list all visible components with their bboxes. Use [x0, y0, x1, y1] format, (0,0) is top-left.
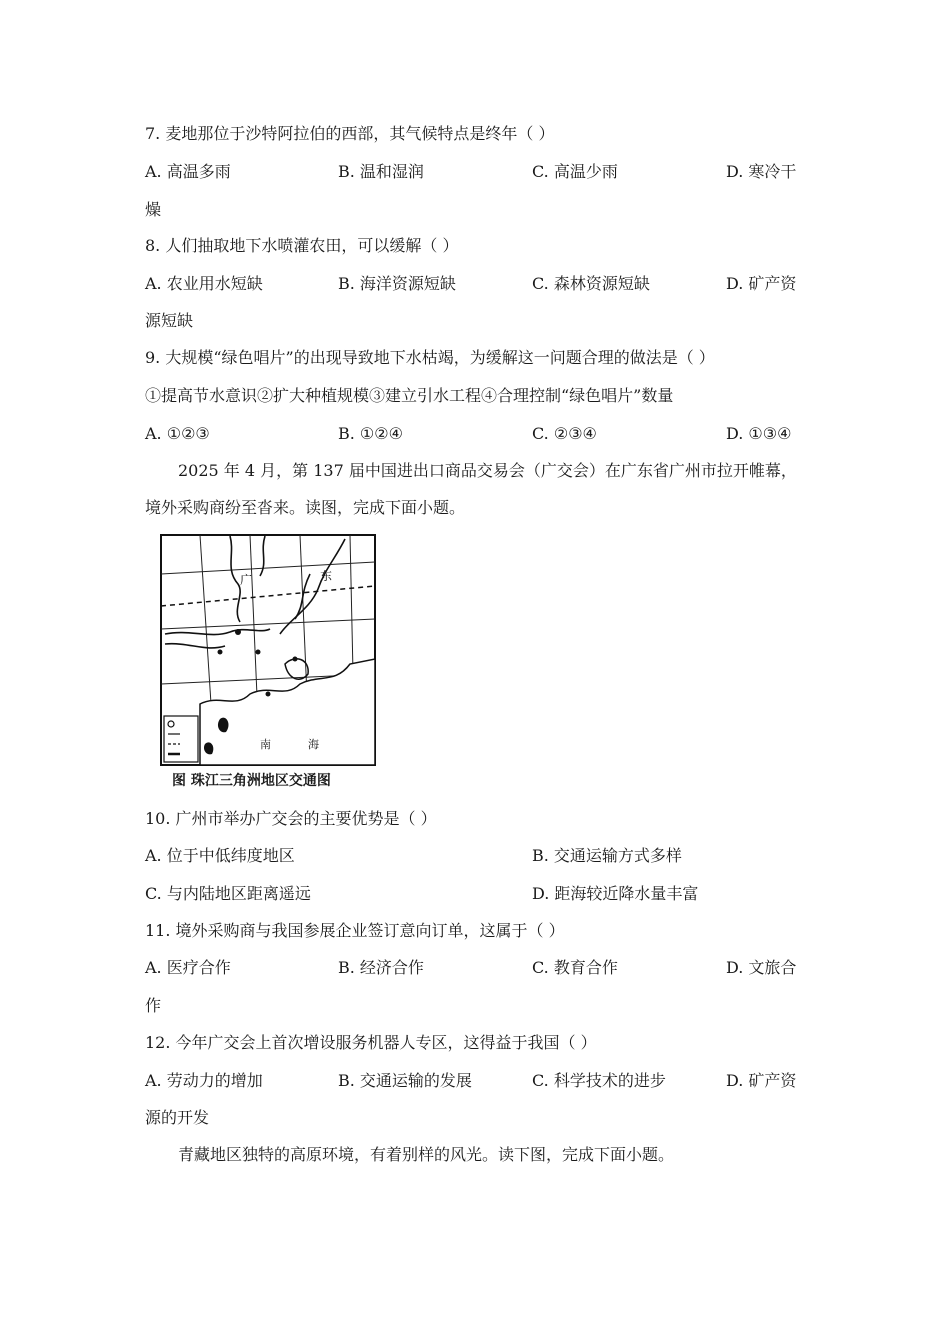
- q11-option-d: D. 文旅合: [726, 958, 797, 977]
- q7-option-a: A. 高温多雨: [145, 162, 231, 181]
- map-svg: [160, 534, 376, 766]
- q7-option-d: D. 寒冷干: [726, 162, 797, 181]
- q8-option-a: A. 农业用水短缺: [145, 274, 263, 293]
- q7-option-c: C. 高温少雨: [532, 162, 618, 181]
- q9-option-b: B. ①②④: [338, 424, 403, 443]
- intro1-line2: 境外采购商纷至沓来。读图，完成下面小题。: [145, 498, 466, 517]
- q9-option-a: A. ①②③: [145, 424, 210, 443]
- q11-stem: 11. 境外采购商与我国参展企业签订意向订单，这属于（ ）: [145, 921, 565, 940]
- q10-option-d: D. 距海较近降水量丰富: [532, 884, 699, 903]
- q11-option-b: B. 经济合作: [338, 958, 424, 977]
- q8-stem: 8. 人们抽取地下水喷灌农田，可以缓解（ ）: [145, 236, 459, 255]
- q10-option-a: A. 位于中低纬度地区: [145, 846, 295, 865]
- q12-option-b: B. 交通运输的发展: [338, 1071, 472, 1090]
- map-label-dong: 东: [320, 569, 333, 583]
- q10-stem: 10. 广州市举办广交会的主要优势是（ ）: [145, 809, 437, 828]
- map-caption: 图 珠江三角洲地区交通图: [172, 773, 331, 789]
- intro2-line1: 青藏地区独特的高原环境，有着别样的风光。读下图，完成下面小题。: [178, 1145, 675, 1164]
- intro1-line1: 2025 年 4 月，第 137 届中国进出口商品交易会（广交会）在广东省广州市拉开帷幕，: [178, 461, 797, 480]
- q12-option-a: A. 劳动力的增加: [145, 1071, 263, 1090]
- q7-option-d-wrap: 燥: [145, 200, 162, 219]
- q9-option-c: C. ②③④: [532, 424, 597, 443]
- q10-option-b: B. 交通运输方式多样: [532, 846, 682, 865]
- q12-option-d-wrap: 源的开发: [145, 1108, 210, 1127]
- pearl-river-delta-map: [160, 534, 376, 766]
- q12-option-c: C. 科学技术的进步: [532, 1071, 666, 1090]
- map-label-guang: 广: [240, 573, 253, 587]
- q8-option-c: C. 森林资源短缺: [532, 274, 650, 293]
- q10-option-c: C. 与内陆地区距离遥远: [145, 884, 311, 903]
- q11-option-a: A. 医疗合作: [145, 958, 231, 977]
- map-label-hai: 海: [308, 738, 319, 751]
- q8-option-d-wrap: 源短缺: [145, 311, 194, 330]
- map-label-nan: 南: [260, 738, 271, 751]
- q7-stem: 7. 麦地那位于沙特阿拉伯的西部，其气候特点是终年（ ）: [145, 124, 555, 143]
- q8-option-b: B. 海洋资源短缺: [338, 274, 456, 293]
- q11-option-d-wrap: 作: [145, 996, 162, 1015]
- q12-option-d: D. 矿产资: [726, 1071, 797, 1090]
- q7-option-b: B. 温和湿润: [338, 162, 424, 181]
- q9-option-d: D. ①③④: [726, 424, 792, 443]
- q9-items: ①提高节水意识②扩大种植规模③建立引水工程④合理控制“绿色唱片”数量: [145, 386, 674, 405]
- q8-option-d: D. 矿产资: [726, 274, 797, 293]
- q11-option-c: C. 教育合作: [532, 958, 618, 977]
- q9-stem: 9. 大规模“绿色唱片”的出现导致地下水枯竭，为缓解这一问题合理的做法是（ ）: [145, 348, 715, 367]
- q12-stem: 12. 今年广交会上首次增设服务机器人专区，这得益于我国（ ）: [145, 1033, 597, 1052]
